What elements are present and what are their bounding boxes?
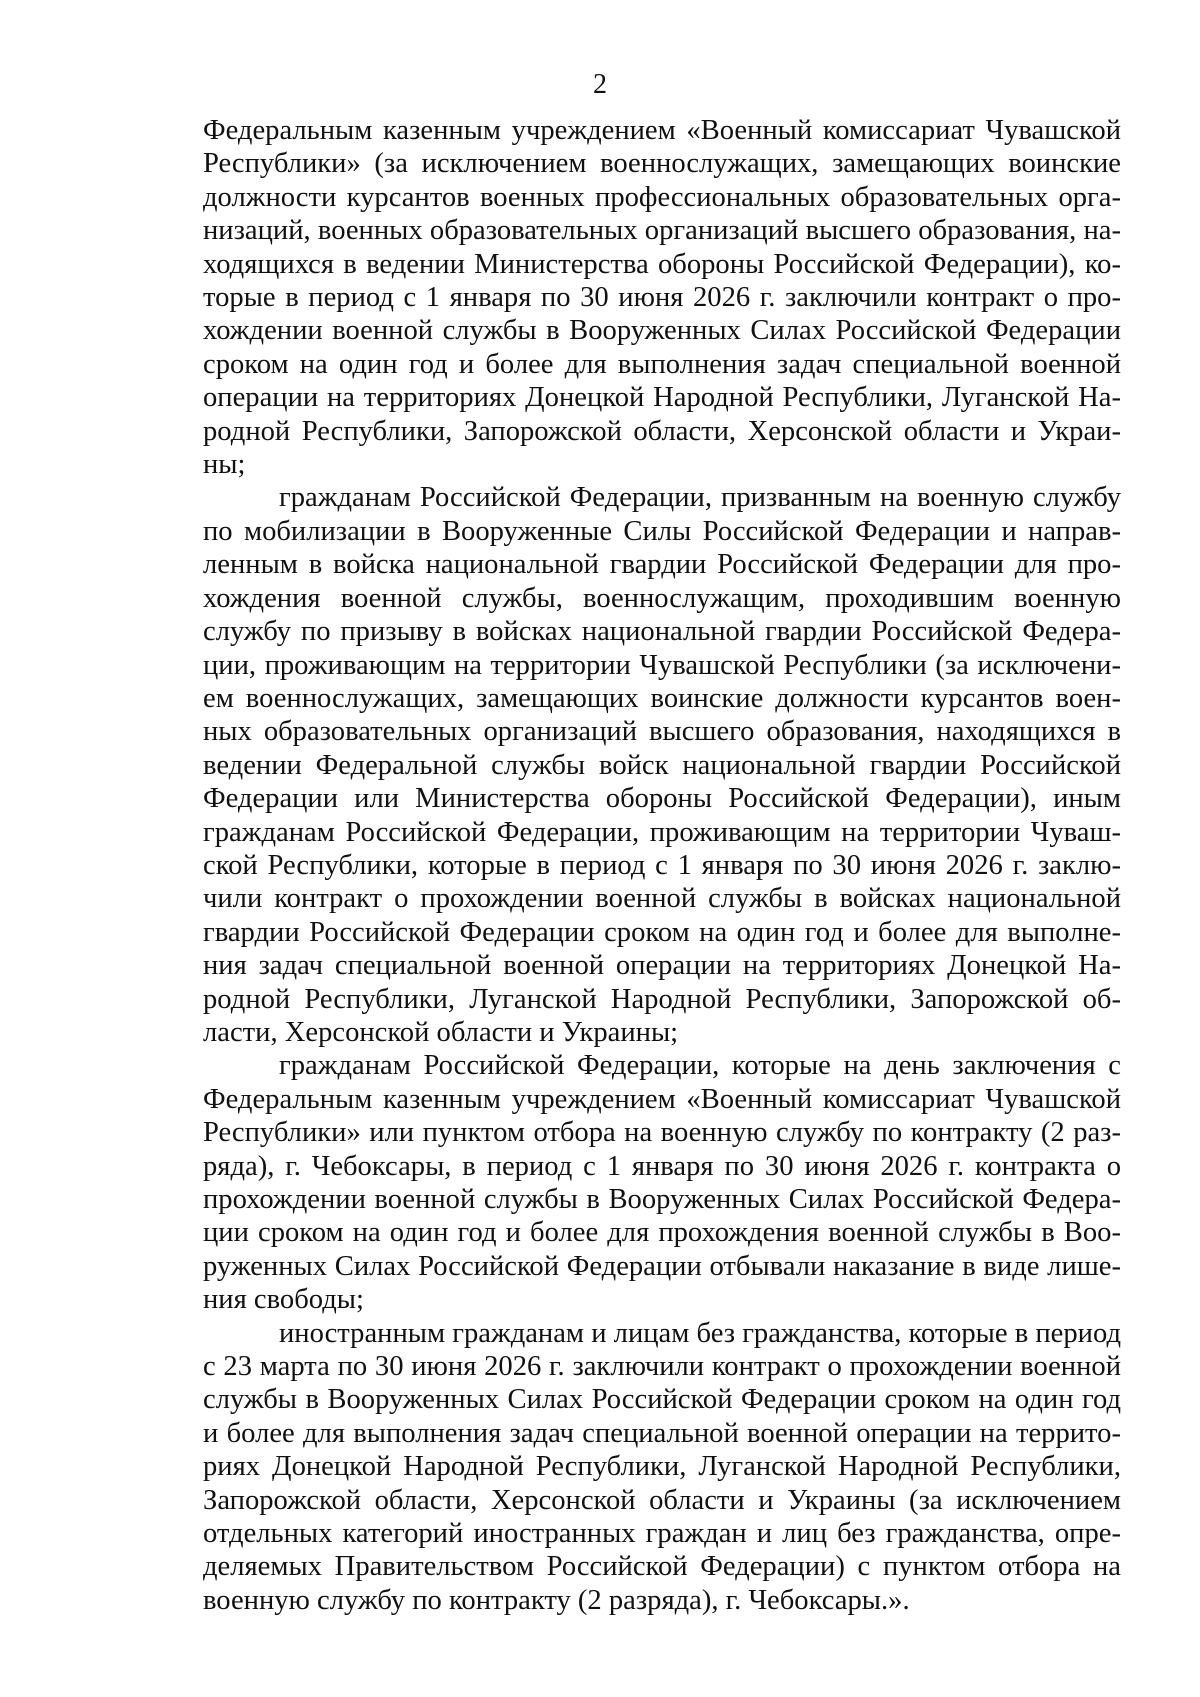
text-line: ласти, Херсонской области и Украины; [203, 1016, 679, 1048]
text-line: торые в период с 1 января по 30 июня 2026 г. заключили контракт о про- [203, 282, 1121, 314]
text-line: родной Республики, Луганской Народной Республики, Запорожской об- [203, 983, 1121, 1015]
text-line: ны; [203, 449, 246, 481]
text-line: службы в Вооруженных Силах Российской Федерации сроком на один год [203, 1384, 1121, 1416]
text-line: низаций, военных образовательных организаций высшего образования, на- [203, 215, 1121, 247]
paragraph [203, 481, 1121, 1049]
text-line: Республики» (за исключением военнослужащих, замещающих воинские [203, 148, 1121, 180]
text-line: риях Донецкой Народной Республики, Луганской Народной Республики, [203, 1451, 1121, 1483]
text-line: ходящихся в ведении Министерства обороны Российской Федерации), ко- [203, 248, 1121, 280]
text-line: службу по призыву в войсках национальной гвардии Российской Федера- [203, 616, 1121, 648]
text-line: иностранным гражданам и лицам без гражданства, которые в период [279, 1317, 1121, 1349]
text-line: операции на территориях Донецкой Народной Республики, Луганской На- [203, 382, 1121, 414]
text-line: ской Республики, которые в период с 1 января по 30 июня 2026 г. заклю- [203, 849, 1121, 881]
text-line: ции сроком на один год и более для прохождения военной службы в Воо- [203, 1217, 1121, 1249]
text-line: сроком на один год и более для выполнения задач специальной военной [203, 348, 1121, 380]
document-body [203, 114, 1121, 1617]
text-line: и более для выполнения задач специальной военной операции на террито- [203, 1417, 1121, 1449]
text-line: ния свободы; [203, 1284, 364, 1316]
paragraph [203, 1317, 1121, 1618]
text-line: Федеральным казенным учреждением «Военный комиссариат Чувашской [203, 1083, 1121, 1115]
text-line: родной Республики, Запорожской области, Херсонской области и Украи- [203, 415, 1121, 447]
text-line: военную службу по контракту (2 разряда), г. Чебоксары.». [203, 1584, 910, 1616]
text-line: Запорожской области, Херсонской области и Украины (за исключением [203, 1484, 1121, 1516]
text-line: гвардии Российской Федерации сроком на один год и более для выполне- [203, 916, 1121, 948]
text-line: ряда), г. Чебоксары, в период с 1 января по 30 июня 2026 г. контракта о [203, 1150, 1121, 1182]
text-line: Федеральным казенным учреждением «Военный комиссариат Чувашской [203, 115, 1121, 146]
text-line: гражданам Российской Федерации, которые на день заключения с [279, 1050, 1121, 1082]
page-number: 2 [593, 69, 607, 100]
text-line: с 23 марта по 30 июня 2026 г. заключили контракт о прохождении военной [203, 1351, 1121, 1383]
text-line: деляемых Правительством Российской Федерации) с пунктом отбора на [203, 1551, 1121, 1583]
text-line: ведении Федеральной службы войск национальной гвардии Российской [203, 749, 1121, 781]
text-line: руженных Силах Российской Федерации отбывали наказание в виде лише- [203, 1250, 1121, 1282]
text-line: гражданам Российской Федерации, призванным на военную службу [279, 482, 1121, 514]
text-line: должности курсантов военных профессиональных образовательных орга- [203, 181, 1121, 213]
text-line: прохождении военной службы в Вооруженных Силах Российской Федера- [203, 1184, 1121, 1215]
paragraph [203, 114, 1121, 481]
text-line: отдельных категорий иностранных граждан и лиц без гражданства, опре- [203, 1518, 1121, 1550]
text-line: хождении военной службы в Вооруженных Силах Российской Федерации [203, 315, 1121, 347]
text-line: ции, проживающим на территории Чувашской Республики (за исключени- [203, 649, 1121, 681]
paragraph [203, 1049, 1121, 1316]
text-line: ем военнослужащих, замещающих воинские должности курсантов воен- [203, 682, 1121, 714]
text-line: ных образовательных организаций высшего образования, находящихся в [203, 716, 1121, 748]
text-line: ния задач специальной военной операции на территориях Донецкой На- [203, 950, 1121, 982]
text-line: по мобилизации в Вооруженные Силы Российской Федерации и направ- [203, 515, 1121, 547]
text-line: Федерации или Министерства обороны Российской Федерации), иным [203, 783, 1121, 815]
text-line: гражданам Российской Федерации, проживающим на территории Чуваш- [203, 816, 1121, 848]
text-line: чили контракт о прохождении военной службы в войсках национальной [203, 883, 1121, 915]
text-line: ленным в войска национальной гвардии Российской Федерации для про- [203, 549, 1121, 581]
text-line: хождения военной службы, военнослужащим, проходившим военную [203, 582, 1121, 614]
text-line: Республики» или пунктом отбора на военную службу по контракту (2 раз- [203, 1117, 1121, 1149]
